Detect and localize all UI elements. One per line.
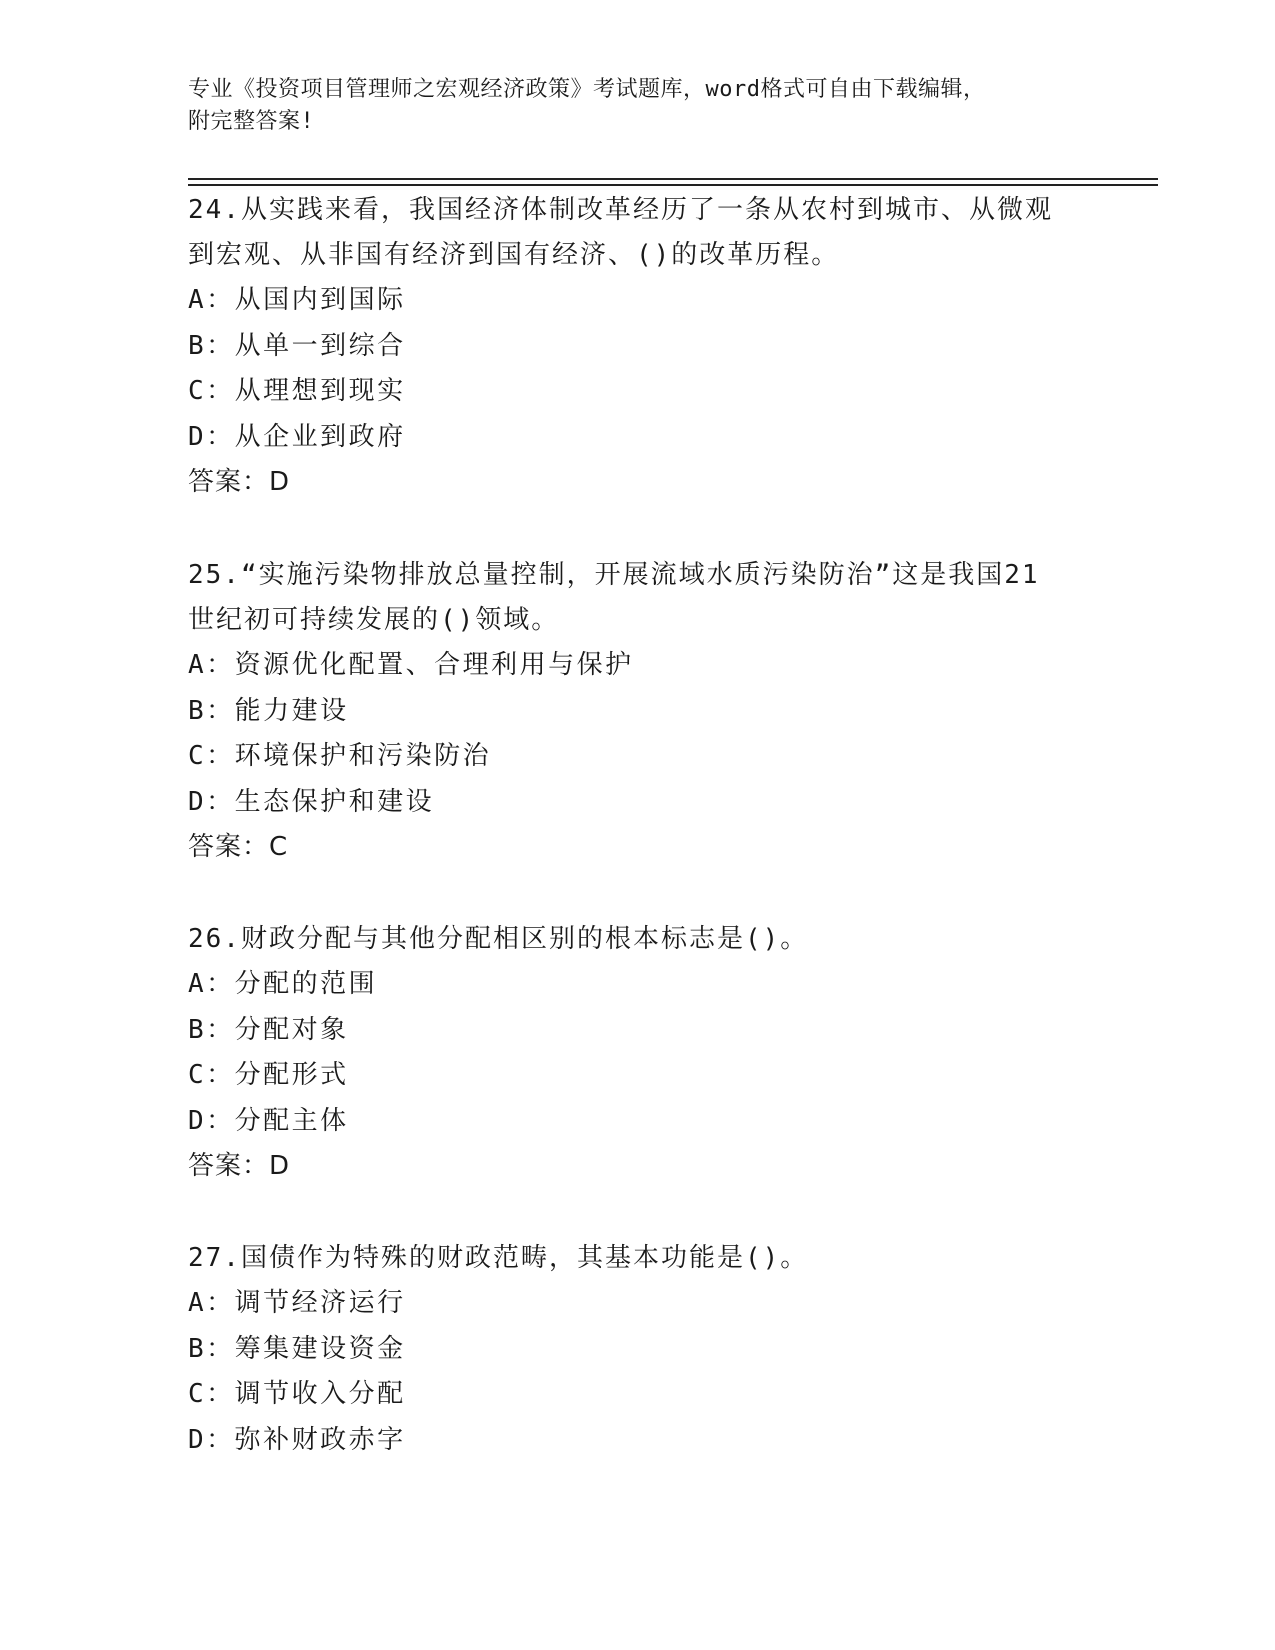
option-d: D：分配主体 — [188, 1105, 349, 1136]
question-25 — [188, 553, 1088, 871]
option-c: C：调节收入分配 — [188, 1379, 406, 1409]
header-line: 附完整答案! — [188, 109, 315, 134]
answer-label: 答案：D — [188, 1151, 291, 1181]
header-divider — [188, 184, 1158, 186]
option-b: B：筹集建设资金 — [188, 1333, 406, 1364]
answer-label: 答案：C — [188, 832, 289, 862]
option-d: D：生态保护和建设 — [188, 786, 435, 817]
question-stem: 25.“实施污染物排放总量控制，开展流域水质污染防治”这是我国21 — [188, 560, 1040, 590]
header-line: 专业《投资项目管理师之宏观经济政策》考试题库，word格式可自由下载编辑， — [188, 77, 986, 102]
option-c: C：从理想到现实 — [188, 376, 406, 406]
option-c: C：分配形式 — [188, 1060, 349, 1090]
option-a: A：资源优化配置、合理利用与保护 — [188, 650, 634, 680]
question-stem: 26.财政分配与其他分配相区别的根本标志是()。 — [188, 924, 809, 954]
question-stem: 24.从实践来看，我国经济体制改革经历了一条从农村到城市、从微观 — [188, 195, 1053, 225]
question-stem: 到宏观、从非国有经济到国有经济、()的改革历程。 — [188, 240, 840, 270]
option-a: A：调节经济运行 — [188, 1288, 406, 1318]
option-b: B：分配对象 — [188, 1014, 349, 1045]
option-a: A：从国内到国际 — [188, 285, 406, 315]
question-24 — [188, 188, 1088, 506]
header-divider — [188, 178, 1158, 180]
option-c: C：环境保护和污染防治 — [188, 741, 492, 771]
option-b: B：能力建设 — [188, 695, 349, 726]
question-26 — [188, 917, 1088, 1190]
option-b: B：从单一到综合 — [188, 330, 406, 361]
option-a: A：分配的范围 — [188, 969, 378, 999]
document-header — [188, 74, 1088, 138]
option-d: D：从企业到政府 — [188, 421, 406, 452]
option-d: D：弥补财政赤字 — [188, 1424, 406, 1455]
answer-label: 答案：D — [188, 467, 291, 497]
question-stem: 世纪初可持续发展的()领域。 — [188, 605, 560, 635]
question-27 — [188, 1236, 1088, 1463]
question-stem: 27.国债作为特殊的财政范畴，其基本功能是()。 — [188, 1243, 809, 1273]
